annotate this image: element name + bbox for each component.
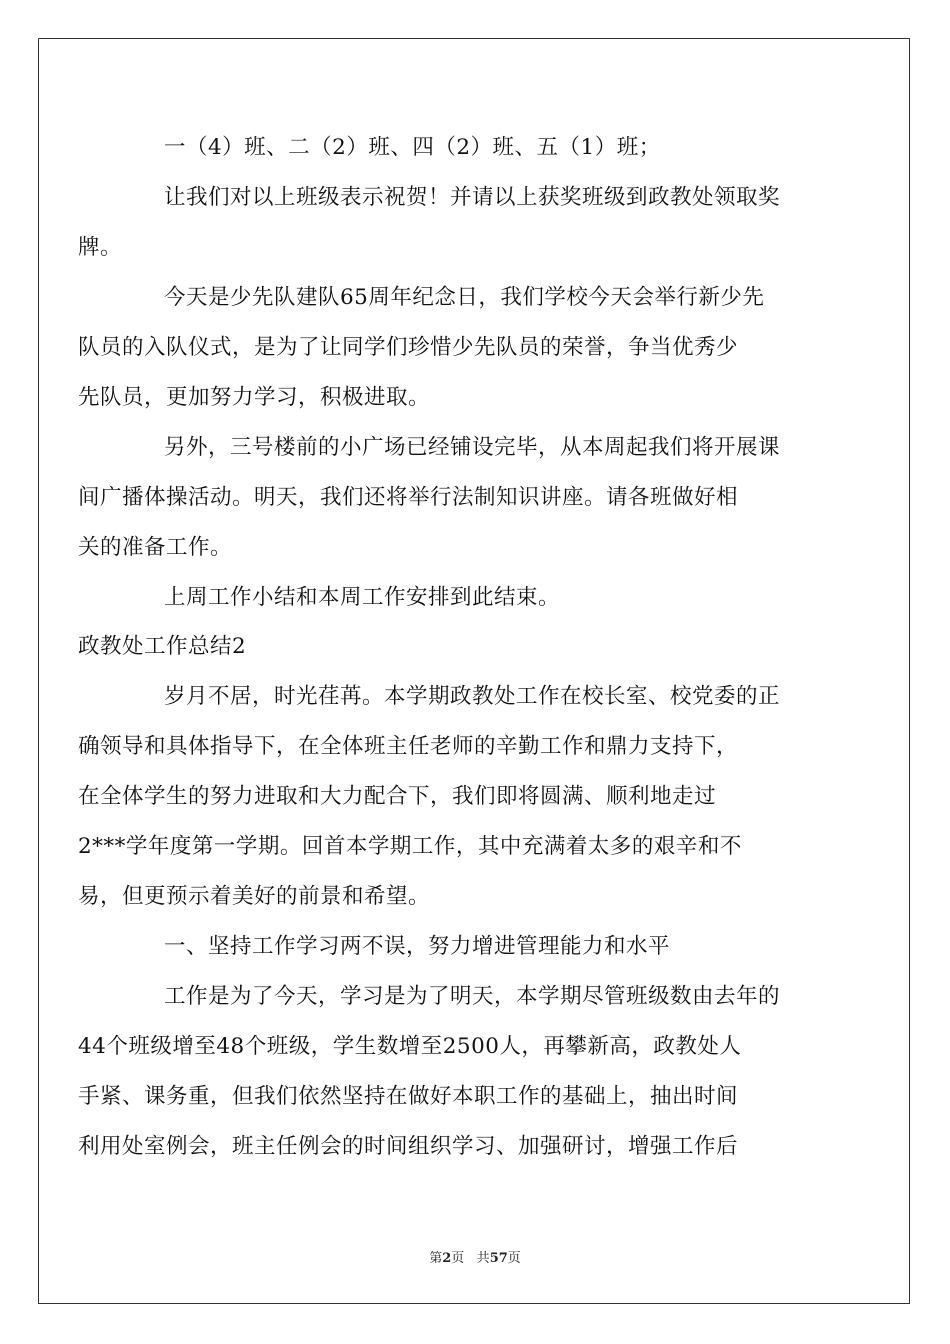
text-line: 上周工作小结和本周工作安排到此结束。 bbox=[164, 585, 561, 610]
text-line: 一（4）班、二（2）班、四（2）班、五（1）班； bbox=[164, 135, 661, 160]
text-line: 让我们对以上班级表示祝贺！并请以上获奖班级到政教处领取奖 bbox=[164, 185, 781, 210]
text-line: 工作是为了今天，学习是为了明天，本学期尽管班级数由去年的 bbox=[164, 984, 781, 1009]
text-line: 关的准备工作。 bbox=[78, 535, 233, 560]
text-line: 另外，三号楼前的小广场已经铺设完毕，从本周起我们将开展课 bbox=[164, 435, 781, 460]
page-prefix: 第 bbox=[429, 1251, 443, 1266]
section-heading: 政教处工作总结2 bbox=[78, 634, 247, 659]
text-line: 间广播体操活动。明天，我们还将举行法制知识讲座。请各班做好相 bbox=[78, 485, 739, 510]
text-line: 岁月不居，时光荏苒。本学期政教处工作在校长室、校党委的正 bbox=[164, 684, 781, 709]
page-footer bbox=[0, 1247, 950, 1266]
text-line: 确领导和具体指导下，在全体班主任老师的辛勤工作和鼎力支持下， bbox=[78, 734, 739, 759]
text-line: 易，但更预示着美好的前景和希望。 bbox=[78, 884, 431, 909]
text-line: 利用处室例会，班主任例会的时间组织学习、加强研讨，增强工作后 bbox=[78, 1134, 739, 1159]
text-line: 在全体学生的努力进取和大力配合下，我们即将圆满、顺利地走过 bbox=[78, 784, 717, 809]
total-pages: 57 bbox=[489, 1251, 508, 1266]
text-line: 2***学年度第一学期。回首本学期工作，其中充满着太多的艰辛和不 bbox=[78, 834, 742, 859]
text-line: 今天是少先队建队65周年纪念日，我们学校今天会举行新少先 bbox=[164, 285, 765, 310]
page-suffix: 页 bbox=[451, 1251, 465, 1266]
text-line: 手紧、课务重，但我们依然坚持在做好本职工作的基础上，抽出时间 bbox=[78, 1084, 739, 1109]
text-line: 44个班级增至48个班级，学生数增至2500人，再攀新高，政教处人 bbox=[78, 1034, 742, 1059]
text-line: 先队员，更加努力学习，积极进取。 bbox=[78, 385, 431, 410]
text-line: 牌。 bbox=[78, 235, 123, 260]
total-prefix: 共 bbox=[476, 1251, 490, 1266]
page-number: 2 bbox=[442, 1251, 452, 1266]
total-suffix: 页 bbox=[507, 1251, 521, 1266]
section-subheading: 一、坚持工作学习两不误，努力增进管理能力和水平 bbox=[164, 934, 671, 959]
text-line: 队员的入队仪式，是为了让同学们珍惜少先队员的荣誉，争当优秀少 bbox=[78, 335, 739, 360]
